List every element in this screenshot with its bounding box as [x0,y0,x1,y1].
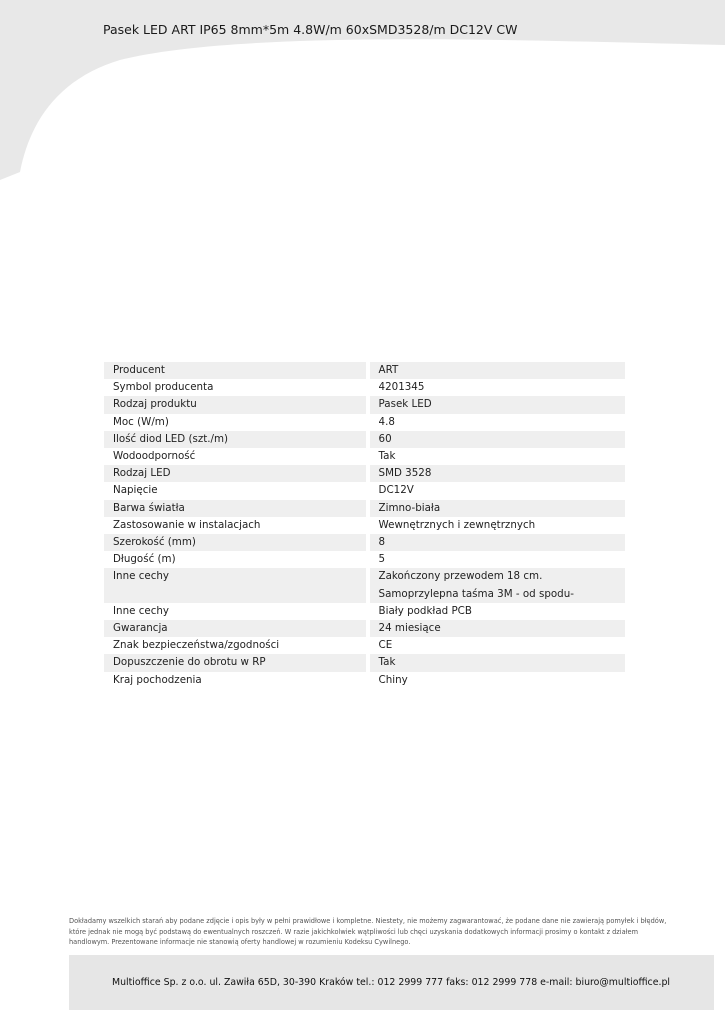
spec-row [104,517,625,534]
spec-label: Dopuszczenie do obrotu w RP [104,654,370,671]
disclaimer-text: Dokładamy wszelkich starań aby podane zdjęcie i opis były w pełni prawidłowe i kompletne. Niestety, nie możemy zagwarantować, że podane dane nie zawierają pomyłek i błędów, które jednak nie mogą być podstawą do ewentualnych roszczeń. W razie jakichkolwiek wątpliwości lub chęci uzyskania dodatkowych informacji prosimy o kontakt z działem handlowym. Prezentowane informacje nie stanowią oferty handlowej w rozumieniu Kodeksu Cywilnego. [69,917,667,947]
spec-row [104,379,625,396]
spec-value: 8 [370,534,625,551]
spec-value: SMD 3528 [370,465,625,482]
spec-label: Rodzaj produktu [104,396,370,413]
spec-row [104,396,625,413]
spec-value: ART [370,362,625,379]
spec-row [104,672,625,689]
spec-row [104,603,625,620]
spec-label: Znak bezpieczeństwa/zgodności [104,637,370,654]
spec-label: Inne cechy [104,568,370,602]
spec-label: Zastosowanie w instalacjach [104,517,370,534]
spec-label: Producent [104,362,370,379]
spec-row [104,465,625,482]
spec-value: 60 [370,431,625,448]
spec-value: 4.8 [370,414,625,431]
spec-value: CE [370,637,625,654]
spec-label: Ilość diod LED (szt./m) [104,431,370,448]
spec-row [104,637,625,654]
spec-row [104,482,625,499]
spec-label: Symbol producenta [104,379,370,396]
spec-value: Chiny [370,672,625,689]
spec-label: Moc (W/m) [104,414,370,431]
spec-value: 4201345 [370,379,625,396]
spec-value: Tak [370,448,625,465]
spec-label: Barwa światła [104,500,370,517]
spec-label: Inne cechy [104,603,370,620]
spec-label: Kraj pochodzenia [104,672,370,689]
spec-value: Tak [370,654,625,671]
spec-row [104,654,625,671]
spec-label: Wodoodporność [104,448,370,465]
spec-value: Biały podkład PCB [370,603,625,620]
spec-row [104,620,625,637]
spec-row [104,534,625,551]
spec-value: DC12V [370,482,625,499]
spec-label: Rodzaj LED [104,465,370,482]
spec-row [104,500,625,517]
spec-value: Zimno-biała [370,500,625,517]
spec-value: 5 [370,551,625,568]
spec-table [104,362,625,689]
spec-row [104,568,625,602]
spec-row [104,551,625,568]
spec-label: Długość (m) [104,551,370,568]
spec-row [104,431,625,448]
product-title: Pasek LED ART IP65 8mm*5m 4.8W/m 60xSMD3528/m DC12V CW [103,22,518,37]
spec-label: Szerokość (mm) [104,534,370,551]
spec-value: Pasek LED [370,396,625,413]
spec-value: Zakończony przewodem 18 cm. Samoprzylepna taśma 3M - od spodu- [370,568,625,602]
spec-row [104,362,625,379]
spec-row [104,448,625,465]
footer-contact-bar [69,955,714,1010]
spec-value: 24 miesiące [370,620,625,637]
spec-value: Wewnętrznych i zewnętrznych [370,517,625,534]
spec-label: Napięcie [104,482,370,499]
spec-row [104,414,625,431]
spec-label: Gwarancja [104,620,370,637]
footer-contact-text: Multioffice Sp. z o.o. ul. Zawiła 65D, 30-390 Kraków tel.: 012 2999 777 faks: 012 2999 778 e-mail: biuro@multioffice.pl [112,977,671,988]
